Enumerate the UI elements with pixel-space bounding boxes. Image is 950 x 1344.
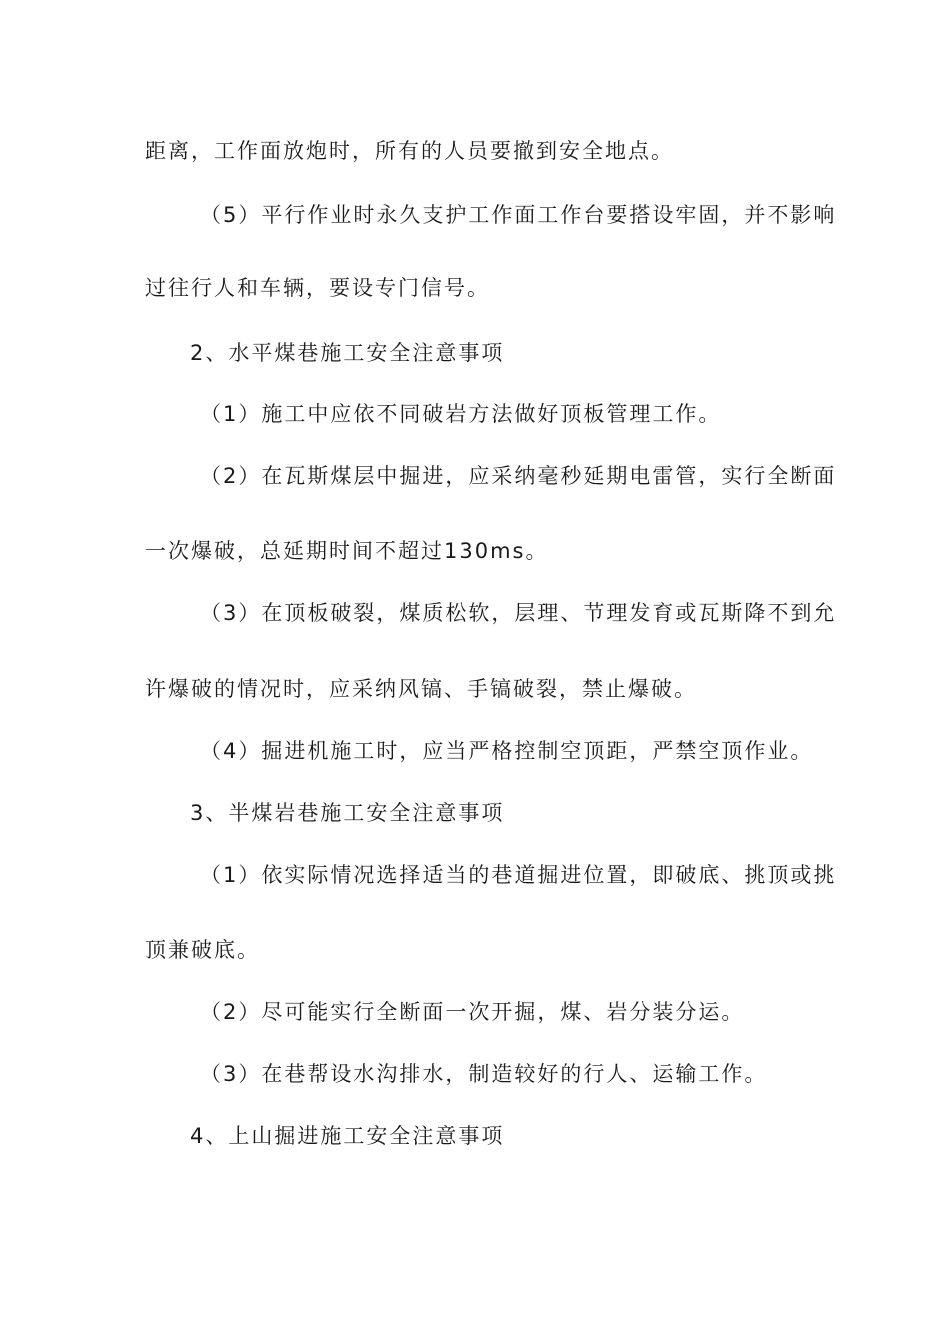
text-line-13: 顶兼破底。 — [145, 938, 260, 962]
section-heading-2: 2、水平煤巷施工安全注意事项 — [190, 341, 505, 365]
text-line-14: （2）尽可能实行全断面一次开掘，煤、岩分装分运。 — [200, 1000, 745, 1024]
text-line-2: （5）平行作业时永久支护工作面工作台要搭设牢固，并不影响 — [200, 203, 837, 227]
text-line-6: （2）在瓦斯煤层中掘进，应采纳毫秒延期电雷管，实行全断面 — [200, 464, 837, 488]
text-line-15: （3）在巷帮设水沟排水，制造较好的行人、运输工作。 — [200, 1062, 768, 1086]
text-line-5: （1）施工中应依不同破岩方法做好顶板管理工作。 — [200, 402, 722, 426]
text-line-7: 一次爆破，总延期时间不超过130ms。 — [145, 539, 549, 563]
text-line-8: （3）在顶板破裂，煤质松软，层理、节理发育或瓦斯降不到允 — [200, 601, 837, 625]
text-line-3: 过往行人和车辆，要设专门信号。 — [145, 276, 490, 300]
section-heading-4: 4、上山掘进施工安全注意事项 — [190, 1124, 505, 1148]
section-heading-3: 3、半煤岩巷施工安全注意事项 — [190, 801, 505, 825]
text-line-1: 距离，工作面放炮时，所有的人员要撤到安全地点。 — [145, 139, 674, 163]
text-line-9: 许爆破的情况时，应采纳风镐、手镐破裂，禁止爆破。 — [145, 677, 697, 701]
text-line-10: （4）掘进机施工时，应当严格控制空顶距，严禁空顶作业。 — [200, 739, 814, 763]
text-line-12: （1）依实际情况选择适当的巷道掘进位置，即破底、挑顶或挑 — [200, 863, 837, 887]
